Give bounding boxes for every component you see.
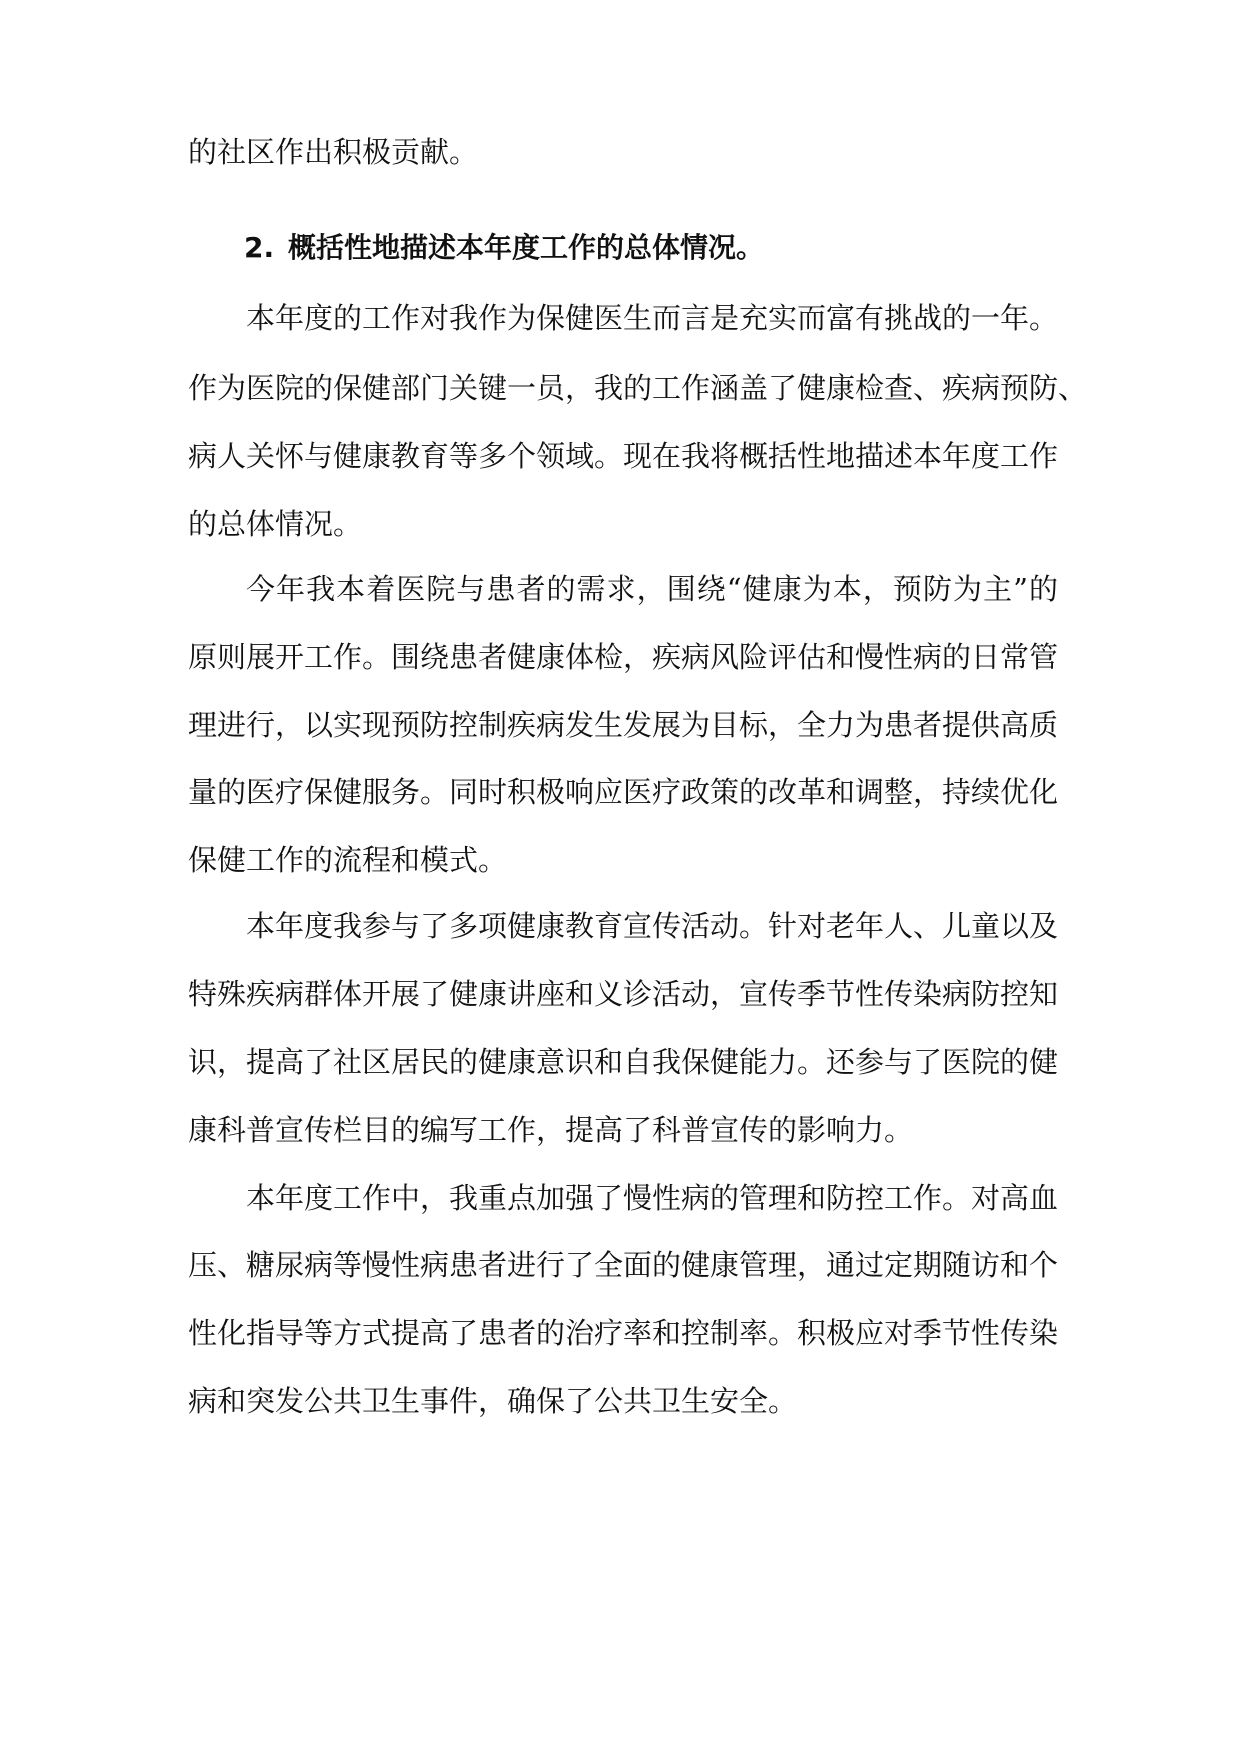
paragraph-2-line-2: 原则展开工作。围绕患者健康体检，疾病风险评估和慢性病的日常管 (188, 640, 1059, 674)
paragraph-2-line-5: 保健工作的流程和模式。 (188, 843, 508, 877)
carryover-line: 的社区作出积极贡献。 (188, 135, 479, 169)
paragraph-4-line-1: 本年度工作中，我重点加强了慢性病的管理和防控工作。对高血 (246, 1181, 1059, 1215)
paragraph-4-line-4: 病和突发公共卫生事件，确保了公共卫生安全。 (188, 1384, 798, 1418)
paragraph-1-line-4: 的总体情况。 (188, 507, 363, 541)
paragraph-3-line-1: 本年度我参与了多项健康教育宣传活动。针对老年人、儿童以及 (246, 909, 1059, 943)
section-heading-number: 2. (244, 231, 275, 264)
section-heading-text: 概括性地描述本年度工作的总体情况。 (288, 231, 765, 264)
paragraph-3-line-2: 特殊疾病群体开展了健康讲座和义诊活动，宣传季节性传染病防控知 (188, 977, 1059, 1011)
paragraph-1-line-1: 本年度的工作对我作为保健医生而言是充实而富有挑战的一年。 (246, 301, 1059, 335)
paragraph-1-line-2: 作为医院的保健部门关键一员，我的工作涵盖了健康检查、疾病预防、 (188, 371, 1088, 405)
paragraph-1-line-3: 病人关怀与健康教育等多个领域。现在我将概括性地描述本年度工作 (188, 439, 1059, 473)
paragraph-2-line-3: 理进行，以实现预防控制疾病发生发展为目标，全力为患者提供高质 (188, 708, 1059, 742)
paragraph-4-line-2: 压、糖尿病等慢性病患者进行了全面的健康管理，通过定期随访和个 (188, 1248, 1059, 1282)
paragraph-2-line-4: 量的医疗保健服务。同时积极响应医疗政策的改革和调整，持续优化 (188, 775, 1059, 809)
paragraph-4-line-3: 性化指导等方式提高了患者的治疗率和控制率。积极应对季节性传染 (188, 1316, 1059, 1350)
section-heading (244, 223, 1044, 273)
paragraph-2-line-1: 今年我本着医院与患者的需求，围绕“健康为本，预防为主”的 (246, 572, 1058, 606)
paragraph-3-line-3: 识，提高了社区居民的健康意识和自我保健能力。还参与了医院的健 (188, 1045, 1059, 1079)
paragraph-3-line-4: 康科普宣传栏目的编写工作，提高了科普宣传的影响力。 (188, 1113, 914, 1147)
